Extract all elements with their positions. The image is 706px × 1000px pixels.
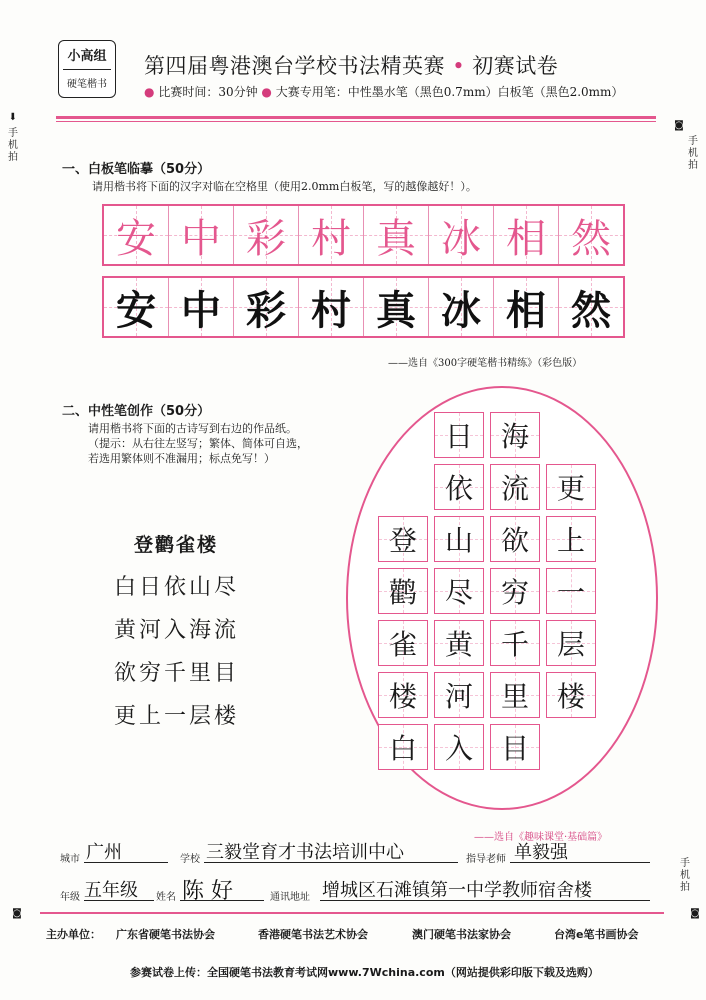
work-grid-cell[interactable] xyxy=(378,724,428,770)
camera-icon: ◙ xyxy=(674,120,684,131)
camera-icon: ⬇ xyxy=(8,112,18,123)
work-grid-cell[interactable] xyxy=(546,464,596,510)
school-underline xyxy=(204,862,458,863)
bullet-icon: ● xyxy=(144,85,155,99)
work-grid-cell[interactable] xyxy=(546,516,596,562)
teacher-underline xyxy=(510,862,650,863)
written-char-cell[interactable]: 然 xyxy=(559,278,623,336)
written-char-cell[interactable]: 安 xyxy=(104,278,169,336)
model-char-row xyxy=(102,204,625,266)
work-grid-char: 里 xyxy=(500,680,529,713)
city-label: 城市 xyxy=(60,854,80,865)
address-field[interactable]: 增城区石滩镇第一中学教师宿舍楼 xyxy=(322,880,592,901)
subtitle-time: 比赛时间：30分钟 xyxy=(158,85,258,99)
section2-instruction-2: （提示：从右往左竖写；繁体、简体可自选， xyxy=(88,437,308,450)
page-subtitle xyxy=(144,83,623,100)
title-suffix: 初赛试卷 xyxy=(472,54,559,78)
work-grid-char: 雀 xyxy=(388,628,417,661)
name-label: 姓名 xyxy=(156,892,176,903)
organizer-item: 澳门硬笔书法家协会 xyxy=(412,928,511,941)
written-char-row xyxy=(102,276,625,338)
address-underline xyxy=(320,900,650,901)
work-grid-cell[interactable] xyxy=(378,620,428,666)
organizer-item: 香港硬笔书法艺术协会 xyxy=(258,928,368,941)
badge-group-label: 小高组 xyxy=(67,49,107,64)
section2-instruction-3: 若选用繁体则不准漏用；标点免写！） xyxy=(88,452,275,465)
work-grid-char: 尽 xyxy=(444,576,473,609)
work-grid-char: 依 xyxy=(444,472,473,505)
work-grid-char: 楼 xyxy=(388,680,417,713)
model-char-cell: 安 xyxy=(104,206,169,264)
side-label-right-bottom: 手机拍 xyxy=(680,858,690,893)
work-grid-cell[interactable] xyxy=(490,620,540,666)
title-main: 第四届粤港澳台学校书法精英赛 xyxy=(144,54,445,78)
work-grid-cell[interactable] xyxy=(490,672,540,718)
work-grid-char: 入 xyxy=(444,732,473,765)
poem-line: 欲穷千里目 xyxy=(114,661,240,686)
written-char-cell[interactable]: 村 xyxy=(299,278,364,336)
city-underline xyxy=(84,862,168,863)
work-grid-char: 黄 xyxy=(444,628,473,661)
work-grid-cell[interactable] xyxy=(490,724,540,770)
section1-source: ——选自《300字硬笔楷书精练》（彩色版） xyxy=(388,358,583,369)
section1-heading: 一、白板笔临摹（50分） xyxy=(62,162,211,177)
written-char-cell[interactable]: 中 xyxy=(169,278,234,336)
work-grid-char: 白 xyxy=(388,732,417,765)
upload-info: 参赛试卷上传：全国硬笔书法教育考试网www.7Wchina.com（网站提供彩印版下载及选购） xyxy=(130,966,599,979)
camera-icon: ◙ xyxy=(12,908,22,919)
subtitle-pens: 大赛专用笔：中性墨水笔（黑色0.7mm）白板笔（黑色2.0mm） xyxy=(275,85,624,99)
organizers-label: 主办单位： xyxy=(46,928,101,941)
grade-field[interactable]: 五年级 xyxy=(84,880,138,901)
work-grid-cell[interactable] xyxy=(378,672,428,718)
work-grid-char: 千 xyxy=(500,628,529,661)
work-grid-cell[interactable] xyxy=(434,464,484,510)
work-grid-cell[interactable] xyxy=(490,464,540,510)
work-grid-char: 海 xyxy=(500,420,529,453)
poem-title: 登鹳雀楼 xyxy=(134,534,219,556)
section2-heading: 二、中性笔创作（50分） xyxy=(62,404,211,419)
city-field[interactable]: 广州 xyxy=(86,842,122,863)
written-char-cell[interactable]: 真 xyxy=(364,278,429,336)
teacher-field[interactable]: 单毅强 xyxy=(514,842,568,863)
model-char-cell: 真 xyxy=(364,206,429,264)
side-label-left: 手机拍 xyxy=(8,128,18,163)
grade-label: 年级 xyxy=(60,892,80,903)
work-grid-char: 山 xyxy=(444,524,473,557)
teacher-label: 指导老师 xyxy=(466,854,506,865)
badge-divider xyxy=(63,69,111,70)
header-divider-thin xyxy=(56,121,656,122)
model-char-cell: 冰 xyxy=(429,206,494,264)
work-grid-char: 楼 xyxy=(556,680,585,713)
group-badge xyxy=(58,40,116,98)
address-label: 通讯地址 xyxy=(270,892,310,903)
work-grid-cell[interactable] xyxy=(546,620,596,666)
poem-line: 更上一层楼 xyxy=(114,704,240,729)
work-grid-char: 流 xyxy=(500,472,529,505)
work-grid-cell[interactable] xyxy=(434,672,484,718)
page-title xyxy=(144,50,558,80)
work-grid-cell[interactable] xyxy=(490,412,540,458)
work-grid-cell[interactable] xyxy=(434,620,484,666)
header-divider xyxy=(56,116,656,119)
section2-instruction-1: 请用楷书将下面的古诗写到右边的作品纸。 xyxy=(88,422,297,435)
written-char-cell[interactable]: 相 xyxy=(494,278,559,336)
work-grid-char: 层 xyxy=(556,628,585,661)
grade-underline xyxy=(84,900,154,901)
work-grid-cell[interactable] xyxy=(490,516,540,562)
camera-icon: ◙ xyxy=(690,908,700,919)
work-grid-char: 一 xyxy=(556,576,585,609)
organizer-item: 台湾e笔书画协会 xyxy=(554,928,639,941)
work-grid-char: 更 xyxy=(556,472,585,505)
work-grid-cell[interactable] xyxy=(378,516,428,562)
badge-style-label: 硬笔楷书 xyxy=(67,79,107,90)
work-grid-cell[interactable] xyxy=(546,568,596,614)
written-char-cell[interactable]: 冰 xyxy=(429,278,494,336)
model-char-cell: 然 xyxy=(559,206,623,264)
work-grid-char: 目 xyxy=(500,732,529,765)
title-separator: • xyxy=(452,54,466,78)
work-grid-char: 上 xyxy=(556,524,585,557)
bullet-icon: ● xyxy=(261,85,272,99)
section2-source: ——选自《趣味课堂·基础篇》 xyxy=(474,832,608,843)
work-grid-char: 欲 xyxy=(500,524,529,557)
poem-line: 白日依山尽 xyxy=(114,575,240,600)
work-grid-char: 日 xyxy=(444,420,473,453)
work-grid-cell[interactable] xyxy=(378,568,428,614)
name-field[interactable]: 陈 好 xyxy=(182,879,233,904)
model-char-cell: 彩 xyxy=(234,206,299,264)
organizer-item: 广东省硬笔书法协会 xyxy=(116,928,215,941)
footer-divider xyxy=(40,912,664,914)
name-underline xyxy=(180,900,264,901)
model-char-cell: 村 xyxy=(299,206,364,264)
school-field[interactable]: 三毅堂育才书法培训中心 xyxy=(206,842,404,863)
model-char-cell: 中 xyxy=(169,206,234,264)
work-grid-char: 穷 xyxy=(500,576,529,609)
work-grid-cell[interactable] xyxy=(434,724,484,770)
work-grid-cell[interactable] xyxy=(434,568,484,614)
work-grid-cell[interactable] xyxy=(434,516,484,562)
work-grid-cell[interactable] xyxy=(434,412,484,458)
work-grid-char: 鹳 xyxy=(388,576,417,609)
work-grid-char: 河 xyxy=(444,680,473,713)
poem-line: 黄河入海流 xyxy=(114,618,240,643)
work-grid-cell[interactable] xyxy=(546,672,596,718)
school-label: 学校 xyxy=(180,854,200,865)
written-char-cell[interactable]: 彩 xyxy=(234,278,299,336)
side-label-right: 手机拍 xyxy=(688,136,698,171)
model-char-cell: 相 xyxy=(494,206,559,264)
work-grid-char: 登 xyxy=(388,524,417,557)
section1-instruction: 请用楷书将下面的汉字对临在空格里（使用2.0mm白板笔，写的越像越好！）。 xyxy=(92,180,477,193)
work-grid-cell[interactable] xyxy=(490,568,540,614)
